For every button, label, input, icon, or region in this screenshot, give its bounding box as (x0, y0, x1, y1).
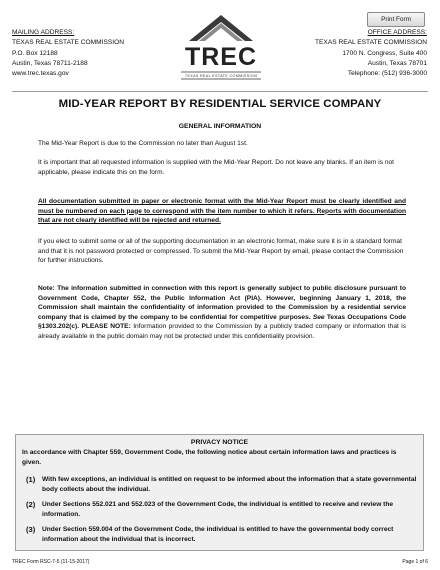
page-number-footer: Page 1 of 6 (402, 559, 428, 565)
trec-logo (175, 13, 267, 85)
privacy-item-number: (3) (26, 525, 36, 534)
office-address-title: OFFICE ADDRESS: (367, 29, 427, 36)
office-phone: Telephone: (512) 936-3000 (347, 70, 427, 78)
mailing-line: Austin, Texas 78711-2188 (12, 59, 88, 67)
confidentiality-note-paragraph (38, 284, 406, 342)
mailing-line: TEXAS REAL ESTATE COMMISSION (12, 39, 124, 47)
privacy-item-number: (2) (26, 500, 36, 509)
privacy-notice-box (15, 434, 424, 551)
instructions-paragraph: It is important that all requested information is supplied with the Mid-Year Report. Do not leave any blanks. If an item is not applicable, please indicate this on the form. (38, 159, 395, 176)
privacy-notice-intro: In accordance with Chapter 559, Government Code, the following notice about certain information laws and practices is given. (22, 449, 397, 466)
privacy-notice-title: PRIVACY NOTICE (190, 439, 249, 446)
documentation-requirements-paragraph: All documentation submitted in paper or electronic format with the Mid-Year Report must be clearly identified and must be numbered on each page to correspond with the item number to which it refers. Reports with documentation that are not clearly identified will be rejected and returned. (38, 198, 406, 225)
mailing-line: P.O. Box 12188 (12, 49, 58, 57)
office-line: Austin, Texas 78701 (367, 59, 427, 67)
privacy-item-text: With few exceptions, an individual is entitled on request to be informed about the information that a state governmental body collects about the individual. (42, 476, 417, 493)
section-heading: GENERAL INFORMATION (178, 123, 262, 130)
page-title: MID-YEAR REPORT BY RESIDENTIAL SERVICE COMPANY (58, 98, 382, 110)
electronic-format-paragraph: If you elect to submit some or all of the supporting documentation in an electronic format, make sure it is in a standard format and that it is not password protected or compressed. To submit the Mid-Year Report by email, please contact the Commission for further instructions. (38, 238, 404, 265)
note-rest-text: Information provided to the Commission by a publicly traded company or information that is already available in the public domain may not be protected under this confidentiality provision. (38, 323, 407, 340)
website-link[interactable]: www.trec.texas.gov (12, 70, 69, 78)
office-address (315, 28, 427, 79)
note-bold-text: Note: The information submitted in connection with this report is generally subject to public disclosure pursuant to Government Code, Chapter 552, the Public Information Act (PIA). However, beginning January 1, 2018, the Commission shall maintain the confidentiality of information provided to the Commission by a residential service company that is claimed by the company to be confidential for competitive purposes. (38, 285, 406, 321)
header-divider (12, 91, 428, 92)
office-line: 1700 N. Congress, Suite 400 (342, 49, 427, 57)
due-date-paragraph: The Mid-Year Report is due to the Commission no later than August 1st. (38, 140, 248, 147)
privacy-item-text: Under Sections 552.021 and 552.023 of the Government Code, the individual is entitled to receive and review the information. (42, 501, 394, 518)
statute-citation: Texas Occupations Code §1303.202(c). PLEASE NOTE: (38, 313, 406, 331)
mailing-address (12, 28, 124, 79)
logo-subtitle: TEXAS REAL ESTATE COMMISSION (184, 74, 258, 78)
logo-wordmark: TREC (184, 43, 258, 71)
print-form-button[interactable]: Print Form (367, 12, 425, 27)
mailing-address-title: MAILING ADDRESS: (12, 29, 75, 36)
see-italic-text: See (312, 313, 325, 321)
office-line: TEXAS REAL ESTATE COMMISSION (315, 39, 427, 47)
privacy-item-number: (1) (26, 475, 36, 484)
form-id-footer: TREC Form RSC-7-5 (11-15-2017) (12, 559, 90, 565)
privacy-item-text: Under Section 559.004 of the Government Code, the individual is entitled to have the governmental body correct information about the individual that is incorrect. (42, 526, 394, 543)
